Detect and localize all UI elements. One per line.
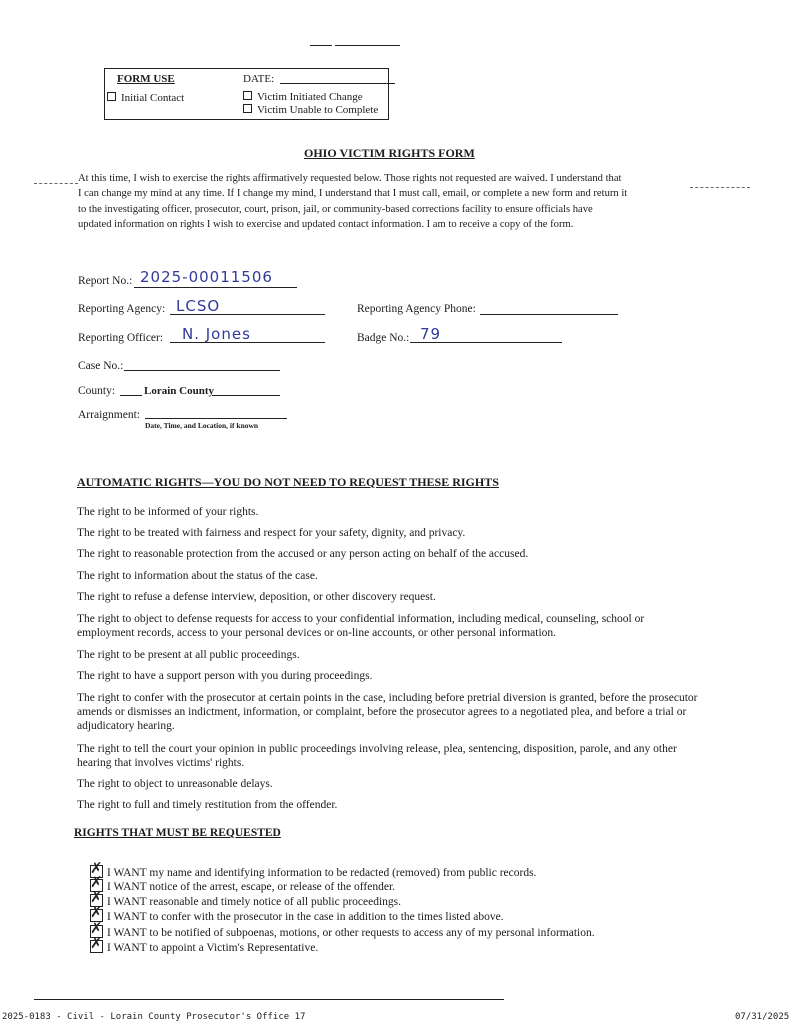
victim-unable-checkbox[interactable]	[243, 104, 252, 113]
case-label: Case No.:	[78, 360, 124, 372]
intro-line-4: updated information on rights I wish to exercise and updated contact information. I am to receive a copy of the form.	[78, 219, 574, 230]
footer-right: 07/31/2025	[735, 1012, 790, 1022]
county-label: County:	[78, 385, 116, 397]
agency-phone-label: Reporting Agency Phone:	[357, 303, 476, 315]
victim-unable-option: Victim Unable to Complete	[243, 103, 378, 117]
requested-right-row	[90, 894, 401, 909]
footer-left: 2025-0183 - Civil - Lorain County Prosecutor's Office 17	[2, 1012, 306, 1022]
intro-line-1: At this time, I wish to exercise the rights affirmatively requested below. Those rights not requested are waived. I understand that	[78, 173, 622, 184]
automatic-right-item: The right to be treated with fairness and respect for your safety, dignity, and privacy.	[77, 527, 466, 539]
initial-contact-option: Initial Contact	[107, 91, 184, 105]
scan-dash-right	[690, 187, 750, 188]
automatic-right-item: The right to confer with the prosecutor at certain points in the case, including before pretrial diversion is granted, before the prosecutor amends or dismisses an indictment, information, or complaint, before the prosecutor agrees to a negotiated plea, and before a trial or adjudicatory hearing.	[77, 692, 698, 732]
requested-checkbox[interactable]	[90, 940, 103, 953]
requested-right-text: I WANT my name and identifying information to be redacted (removed) from public records.	[107, 867, 537, 879]
automatic-rights-heading: AUTOMATIC RIGHTS—YOU DO NOT NEED TO REQUEST THESE RIGHTS	[77, 475, 499, 489]
automatic-right-item: The right to tell the court your opinion in public proceedings involving release, plea, sentencing, disposition, parole, and any other hearing that involves victims' rights.	[77, 743, 677, 769]
top-mark-line	[335, 45, 400, 46]
badge-line	[410, 342, 562, 343]
requested-right-row	[90, 879, 395, 894]
case-line	[124, 370, 280, 371]
requested-right-text: I WANT to appoint a Victim's Representative.	[107, 942, 319, 954]
report-no-label: Report No.:	[78, 275, 133, 287]
county-value[interactable]: Lorain County	[144, 385, 214, 397]
requested-rights-heading: RIGHTS THAT MUST BE REQUESTED	[74, 827, 281, 839]
report-no-value[interactable]: 2025-00011506	[140, 268, 273, 286]
agency-label: Reporting Agency:	[78, 303, 166, 315]
intro-line-3: to the investigating officer, prosecutor, court, prison, jail, or community-based corrections facility to ensure officials have	[78, 204, 593, 215]
requested-right-row	[90, 940, 318, 955]
automatic-right-item: The right to be informed of your rights.	[77, 506, 259, 518]
requested-right-row	[90, 865, 536, 880]
automatic-right-item: The right to full and timely restitution from the offender.	[77, 799, 338, 811]
automatic-right-item: The right to reasonable protection from the accused or any person acting on behalf of the accused.	[77, 548, 529, 560]
initial-contact-checkbox[interactable]	[107, 92, 116, 101]
agency-value[interactable]: LCSO	[176, 297, 221, 315]
arraignment-note: Date, Time, and Location, if known	[145, 421, 259, 430]
footer-rule	[34, 999, 504, 1000]
automatic-right-item: The right to have a support person with you during proceedings.	[77, 670, 373, 682]
officer-value[interactable]: N. Jones	[182, 325, 251, 343]
scan-dash-left	[34, 183, 78, 184]
automatic-right-item: The right to refuse a defense interview, deposition, or other discovery request.	[77, 591, 436, 603]
arraignment-line	[145, 418, 287, 419]
form-use-box	[104, 68, 389, 120]
agency-phone-line	[480, 314, 618, 315]
badge-label: Badge No.:	[357, 332, 410, 344]
requested-right-row	[90, 925, 595, 940]
date-line	[280, 83, 395, 84]
requested-right-text: I WANT to be notified of subpoenas, motions, or other requests to access any of my personal information.	[107, 927, 595, 939]
officer-line	[170, 342, 325, 343]
automatic-right-item: The right to information about the status of the case.	[77, 570, 318, 582]
automatic-right-item: The right to object to defense requests for access to your confidential information, including medical, counseling, school or employment records, access to your personal devices or on-line accounts, or other personal information.	[77, 613, 645, 639]
automatic-right-item: The right to be present at all public proceedings.	[77, 649, 300, 661]
date-label: DATE:	[243, 73, 275, 85]
requested-right-text: I WANT to confer with the prosecutor in the case in addition to the times listed above.	[107, 911, 504, 923]
automatic-right-item: The right to object to unreasonable delays.	[77, 778, 273, 790]
arraignment-label: Arraignment:	[78, 409, 140, 421]
badge-value[interactable]: 79	[420, 325, 442, 343]
victim-initiated-checkbox[interactable]	[243, 91, 252, 100]
form-use-heading: FORM USE	[117, 73, 175, 85]
requested-right-text: I WANT notice of the arrest, escape, or release of the offender.	[107, 881, 396, 893]
requested-right-text: I WANT reasonable and timely notice of all public proceedings.	[107, 896, 402, 908]
top-mark-line	[310, 45, 332, 46]
requested-right-row	[90, 909, 504, 924]
victim-initiated-option: Victim Initiated Change	[243, 90, 363, 104]
officer-label: Reporting Officer:	[78, 332, 164, 344]
report-no-line	[134, 287, 297, 288]
intro-line-2: I can change my mind at any time. If I change my mind, I understand that I must call, email, or complete a new form and return it	[78, 188, 628, 199]
county-line-b	[212, 395, 280, 396]
agency-line	[170, 314, 325, 315]
county-line-a	[120, 395, 142, 396]
form-title: OHIO VICTIM RIGHTS FORM	[304, 146, 475, 160]
